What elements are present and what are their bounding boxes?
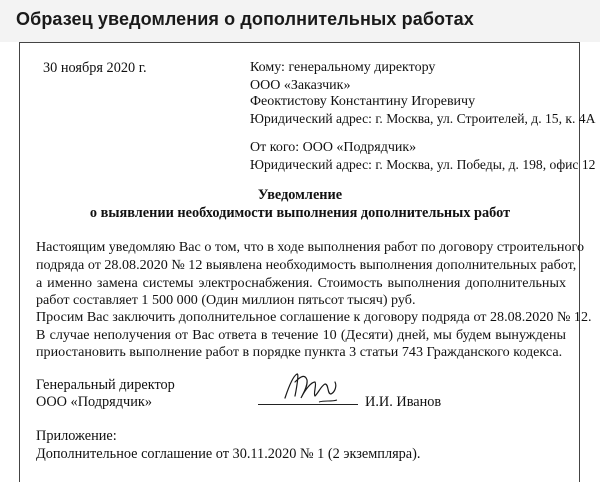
signatory-position: Генеральный директор [36, 377, 175, 393]
signatory-org: ООО «Подрядчик» [36, 394, 152, 410]
body-line: приостановить выполнение работ в порядке пункта 3 статьи 743 Гражданского кодекса. [36, 344, 563, 360]
sender-line: Юридический адрес: г. Москва, ул. Победы, д. 198, офис 12 [250, 157, 596, 172]
body-line: подряда от 28.08.2020 № 12 выявлена необходимость выполнения дополнительных работ, [36, 257, 577, 273]
signature-line [258, 404, 358, 405]
signatory-name: И.И. Иванов [365, 394, 442, 410]
recipient-line: ООО «Заказчик» [250, 78, 351, 93]
body-line: В случае неполучения от Вас ответа в течение 10 (Десяти) дней, мы будем вынуждены [36, 327, 566, 343]
document-subtitle: о выявлении необходимости выполнения дополнительных работ [89, 205, 511, 221]
body-line: работ составляет 1 500 000 (Один миллион пятьсот тысяч) руб. [36, 292, 416, 308]
attachment-text: Дополнительное соглашение от 30.11.2020 № 1 (2 экземпляра). [36, 446, 421, 462]
recipient-line: Юридический адрес: г. Москва, ул. Строителей, д. 15, к. 4А [250, 111, 596, 126]
attachment-label: Приложение: [36, 428, 117, 444]
page-title: Образец уведомления о дополнительных работах [16, 9, 474, 29]
body-line: Просим Вас заключить дополнительное соглашение к договору подряда от 28.08.2020 № 12. [36, 309, 592, 325]
body-line: а именно замена системы электроснабжения. Стоимость выполнения дополнительных [36, 275, 566, 291]
document-title: Уведомление [257, 187, 343, 203]
body-line: Настоящим уведомляю Вас о том, что в ходе выполнения работ по договору строительного [36, 239, 584, 255]
document-date: 30 ноября 2020 г. [43, 60, 147, 76]
sender-line: От кого: ООО «Подрядчик» [250, 140, 417, 155]
recipient-line: Кому: генеральному директору [250, 60, 436, 75]
recipient-line: Феоктистову Константину Игоревичу [250, 94, 476, 109]
